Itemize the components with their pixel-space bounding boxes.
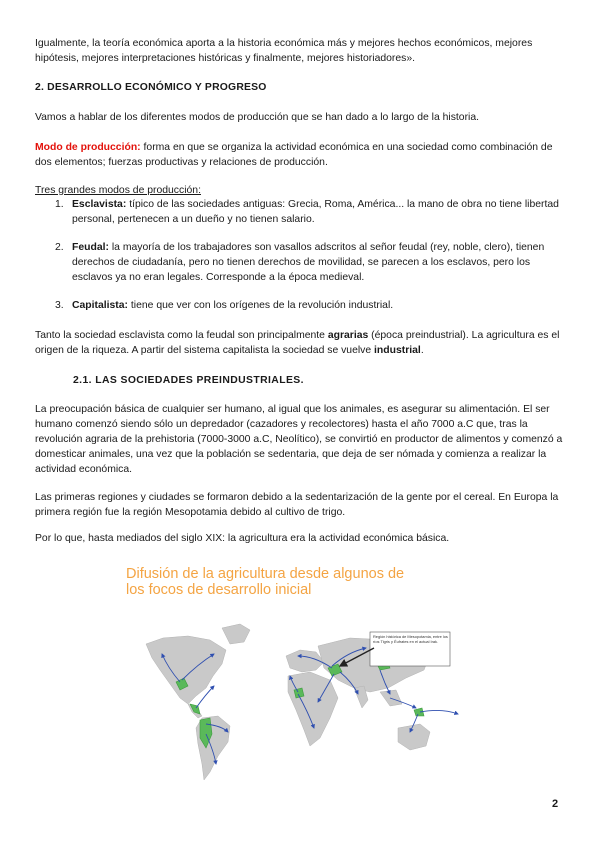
section-2-lead: Vamos a hablar de los diferentes modos de producción que se han dado a lo largo de la historia. bbox=[35, 112, 480, 123]
greenland bbox=[222, 624, 250, 644]
map-callout-text: Región histórica de Mesopotamia, entre los ríos Tigris y Éufrates en el actual Irak. bbox=[373, 634, 448, 644]
section-2-heading: 2. DESARROLLO ECONÓMICO Y PROGRESO bbox=[35, 82, 267, 93]
summary-text-c: . bbox=[420, 345, 424, 356]
intro-paragraph: Igualmente, la teoría económica aporta a la historia económica más y mejores hechos económicos, mejores hipótesis, mejores interpretaciones históricas y finalmente, mejores historiadores». bbox=[35, 38, 533, 64]
section-2-1-heading: 2.1. LAS SOCIEDADES PREINDUSTRIALES. bbox=[73, 375, 304, 386]
mode-text: típico de las sociedades antiguas: Grecia, Roma, América... la mano de obra no tiene libertad personal, pertenecen a un dueño y no tienen salario. bbox=[72, 199, 559, 225]
summary-text-a: Tanto la sociedad esclavista como la feudal son principalmente bbox=[35, 330, 328, 341]
definition-term: Modo de producción: bbox=[35, 142, 141, 153]
world-map-graphic bbox=[118, 558, 491, 792]
preindustrial-paragraph-1: La preocupación básica de cualquier ser humano, al igual que los animales, es asegurar su alimentación. El ser humano comenzó siendo sólo un depredador (cazadores y recolectores) hasta el año 7000 a.C que, tras la revolución agraria de la prehistoria (7000-3000 a.C, Neolítico), se convirtió en productor de alimentos y comenzó a domesticar animales, una vez que la población se sedentaria, que deja de ser nómada y comienza a realizar la actividad económica. bbox=[35, 404, 563, 475]
preindustrial-paragraph-3: Por lo que, hasta mediados del siglo XIX: la agricultura era la actividad económica básica. bbox=[35, 533, 450, 544]
list-number: 3. bbox=[55, 300, 64, 311]
mode-item-capitalista bbox=[55, 298, 567, 313]
list-number: 1. bbox=[55, 199, 64, 210]
preindustrial-paragraph-2: Las primeras regiones y ciudades se formaron debido a la sedentarización de la gente por el cereal. En Europa la primera región fue la región Mesopotamia debido al cultivo de trigo. bbox=[35, 492, 559, 518]
summary-text-b: (época preindustrial). La agricultura es el origen de la riqueza. A partir del sistema capitalista la sociedad se vuelve bbox=[35, 330, 560, 356]
australia bbox=[398, 724, 430, 750]
mode-text: tiene que ver con los orígenes de la revolución industrial. bbox=[128, 300, 394, 311]
summary-paragraph bbox=[35, 328, 567, 358]
agriculture-diffusion-map bbox=[118, 558, 491, 792]
definition-text: forma en que se organiza la actividad económica en una sociedad como combinación de dos elementos; fuerzas productivas y relaciones de producción. bbox=[35, 142, 553, 168]
mode-item-esclavista bbox=[55, 197, 567, 227]
definition-paragraph bbox=[35, 140, 567, 170]
mode-term: Capitalista: bbox=[72, 300, 129, 311]
europe bbox=[286, 650, 324, 672]
africa bbox=[288, 672, 338, 746]
list-number: 2. bbox=[55, 242, 64, 253]
page-number: 2 bbox=[552, 798, 559, 810]
mode-item-feudal bbox=[55, 240, 567, 285]
north-america bbox=[146, 636, 226, 704]
mode-term: Esclavista: bbox=[72, 199, 127, 210]
summary-bold-industrial: industrial bbox=[374, 345, 421, 356]
mode-term: Feudal: bbox=[72, 242, 109, 253]
map-title: Difusión de la agricultura desde algunos de los focos de desarrollo inicial bbox=[126, 566, 405, 598]
modes-list-title: Tres grandes modos de producción: bbox=[35, 185, 201, 196]
summary-bold-agrarias: agrarias bbox=[327, 330, 369, 341]
mode-text: la mayoría de los trabajadores son vasallos adscritos al señor feudal (rey, noble, clero), tienen derechos de ciudadanía, pero no tienen derechos de movilidad, se parecen a los esclavos, pero los esclavos ya no eran legales. Corresponde a la época medieval. bbox=[72, 242, 545, 283]
